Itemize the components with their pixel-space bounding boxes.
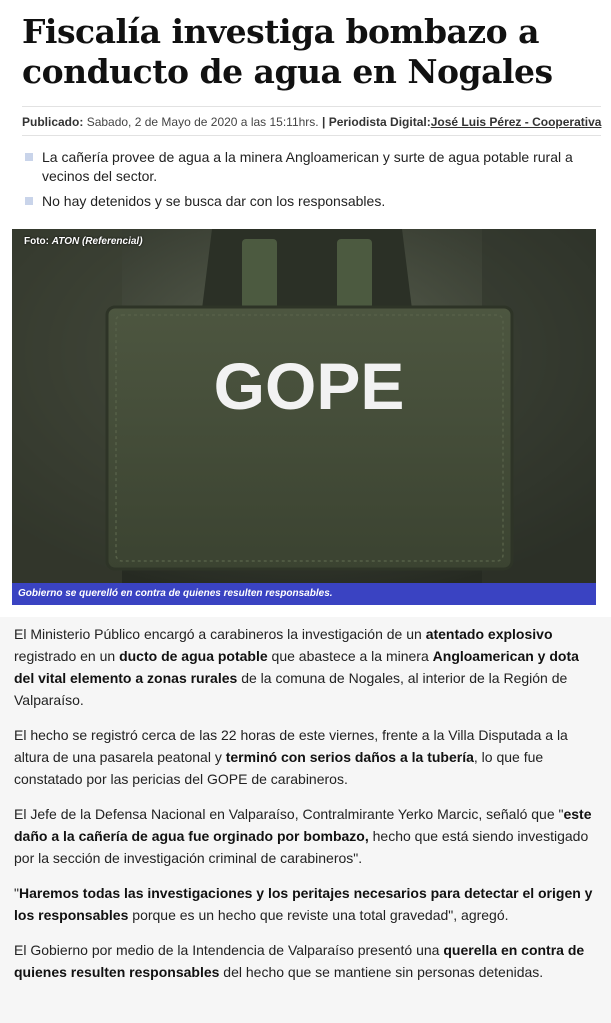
text-run: El Jefe de la Defensa Nacional en Valparaíso, Contralmirante Yerko Marcic, señaló que " (14, 806, 564, 822)
paragraph (14, 724, 595, 790)
text-run: , lo que fue constatado por las pericias del GOPE de carabineros. (14, 749, 544, 787)
published-date: Sabado, 2 de Mayo de 2020 a las 15:11hrs. (86, 115, 319, 129)
bold-text: terminó con serios daños a la tubería (225, 749, 474, 765)
article-photo (12, 229, 596, 583)
title-line-2: conducto de agua en Nogales (22, 52, 553, 91)
photo-credit (24, 236, 143, 247)
bullet-square-icon (25, 153, 33, 161)
text-run: de la comuna de Nogales, al interior de la Región de Valparaíso. (14, 670, 568, 708)
bold-text: atentado explosivo (425, 626, 553, 642)
meta-separator: | (321, 115, 326, 129)
credit-label: Foto: (24, 236, 49, 247)
published-label: Publicado: (22, 115, 84, 129)
article-header (0, 0, 611, 211)
paragraph (14, 939, 595, 983)
text-run: registrado en un (14, 648, 120, 664)
author-link[interactable]: José Luis Pérez - Cooperativa (430, 115, 602, 129)
title-line-1: Fiscalía investiga bombazo a (22, 12, 540, 51)
text-run: El Ministerio Público encargó a carabineros la investigación de un (14, 626, 426, 642)
photo-caption: Gobierno se querelló en contra de quienes resulten responsables. (12, 583, 596, 605)
text-run: El hecho se registró cerca de las 22 horas de este viernes, frente a la Villa Disputada a la altura de una pasarela peatonal y (14, 727, 568, 765)
summary-text: La cañería provee de agua a la minera Angloamerican y surte de agua potable rural a vecinos del sector. (42, 149, 573, 184)
gope-vest-image (12, 229, 596, 583)
text-run: que abastece a la minera (267, 648, 433, 664)
author-label: Periodista Digital: (328, 115, 431, 129)
summary-text: No hay detenidos y se busca dar con los responsables. (42, 193, 386, 209)
text-run: hecho que está siendo investigado por la sección de investigación criminal de carabineros". (14, 828, 589, 866)
bold-text: este daño a la cañería de agua fue orginado por bombazo, (14, 806, 592, 844)
article-body (0, 617, 611, 1023)
credit-source: ATON (Referencial) (51, 236, 143, 247)
paragraph (14, 803, 595, 869)
article-meta (22, 106, 601, 136)
bullet-square-icon (25, 197, 33, 205)
paragraph (14, 882, 595, 926)
text-run: " (14, 885, 19, 901)
text-run: El Gobierno por medio de la Intendencia de Valparaíso presentó una (14, 942, 444, 958)
summary-item (22, 148, 601, 186)
bold-text: Angloamerican y dota del vital elemento a zonas rurales (14, 648, 579, 686)
text-run: porque es un hecho que reviste una total gravedad", agregó. (128, 907, 509, 923)
summary-list (22, 148, 601, 211)
summary-item (22, 192, 601, 211)
patch-text: GOPE (213, 349, 405, 423)
bold-text: Haremos todas las investigaciones y los peritajes necesarios para detectar el origen y los responsables (14, 885, 593, 923)
text-run: del hecho que se mantiene sin personas detenidas. (219, 964, 544, 980)
bold-text: querella en contra de quienes resulten responsables (14, 942, 585, 980)
bold-text: ducto de agua potable (119, 648, 268, 664)
page-title (22, 0, 601, 92)
paragraph (14, 623, 595, 711)
